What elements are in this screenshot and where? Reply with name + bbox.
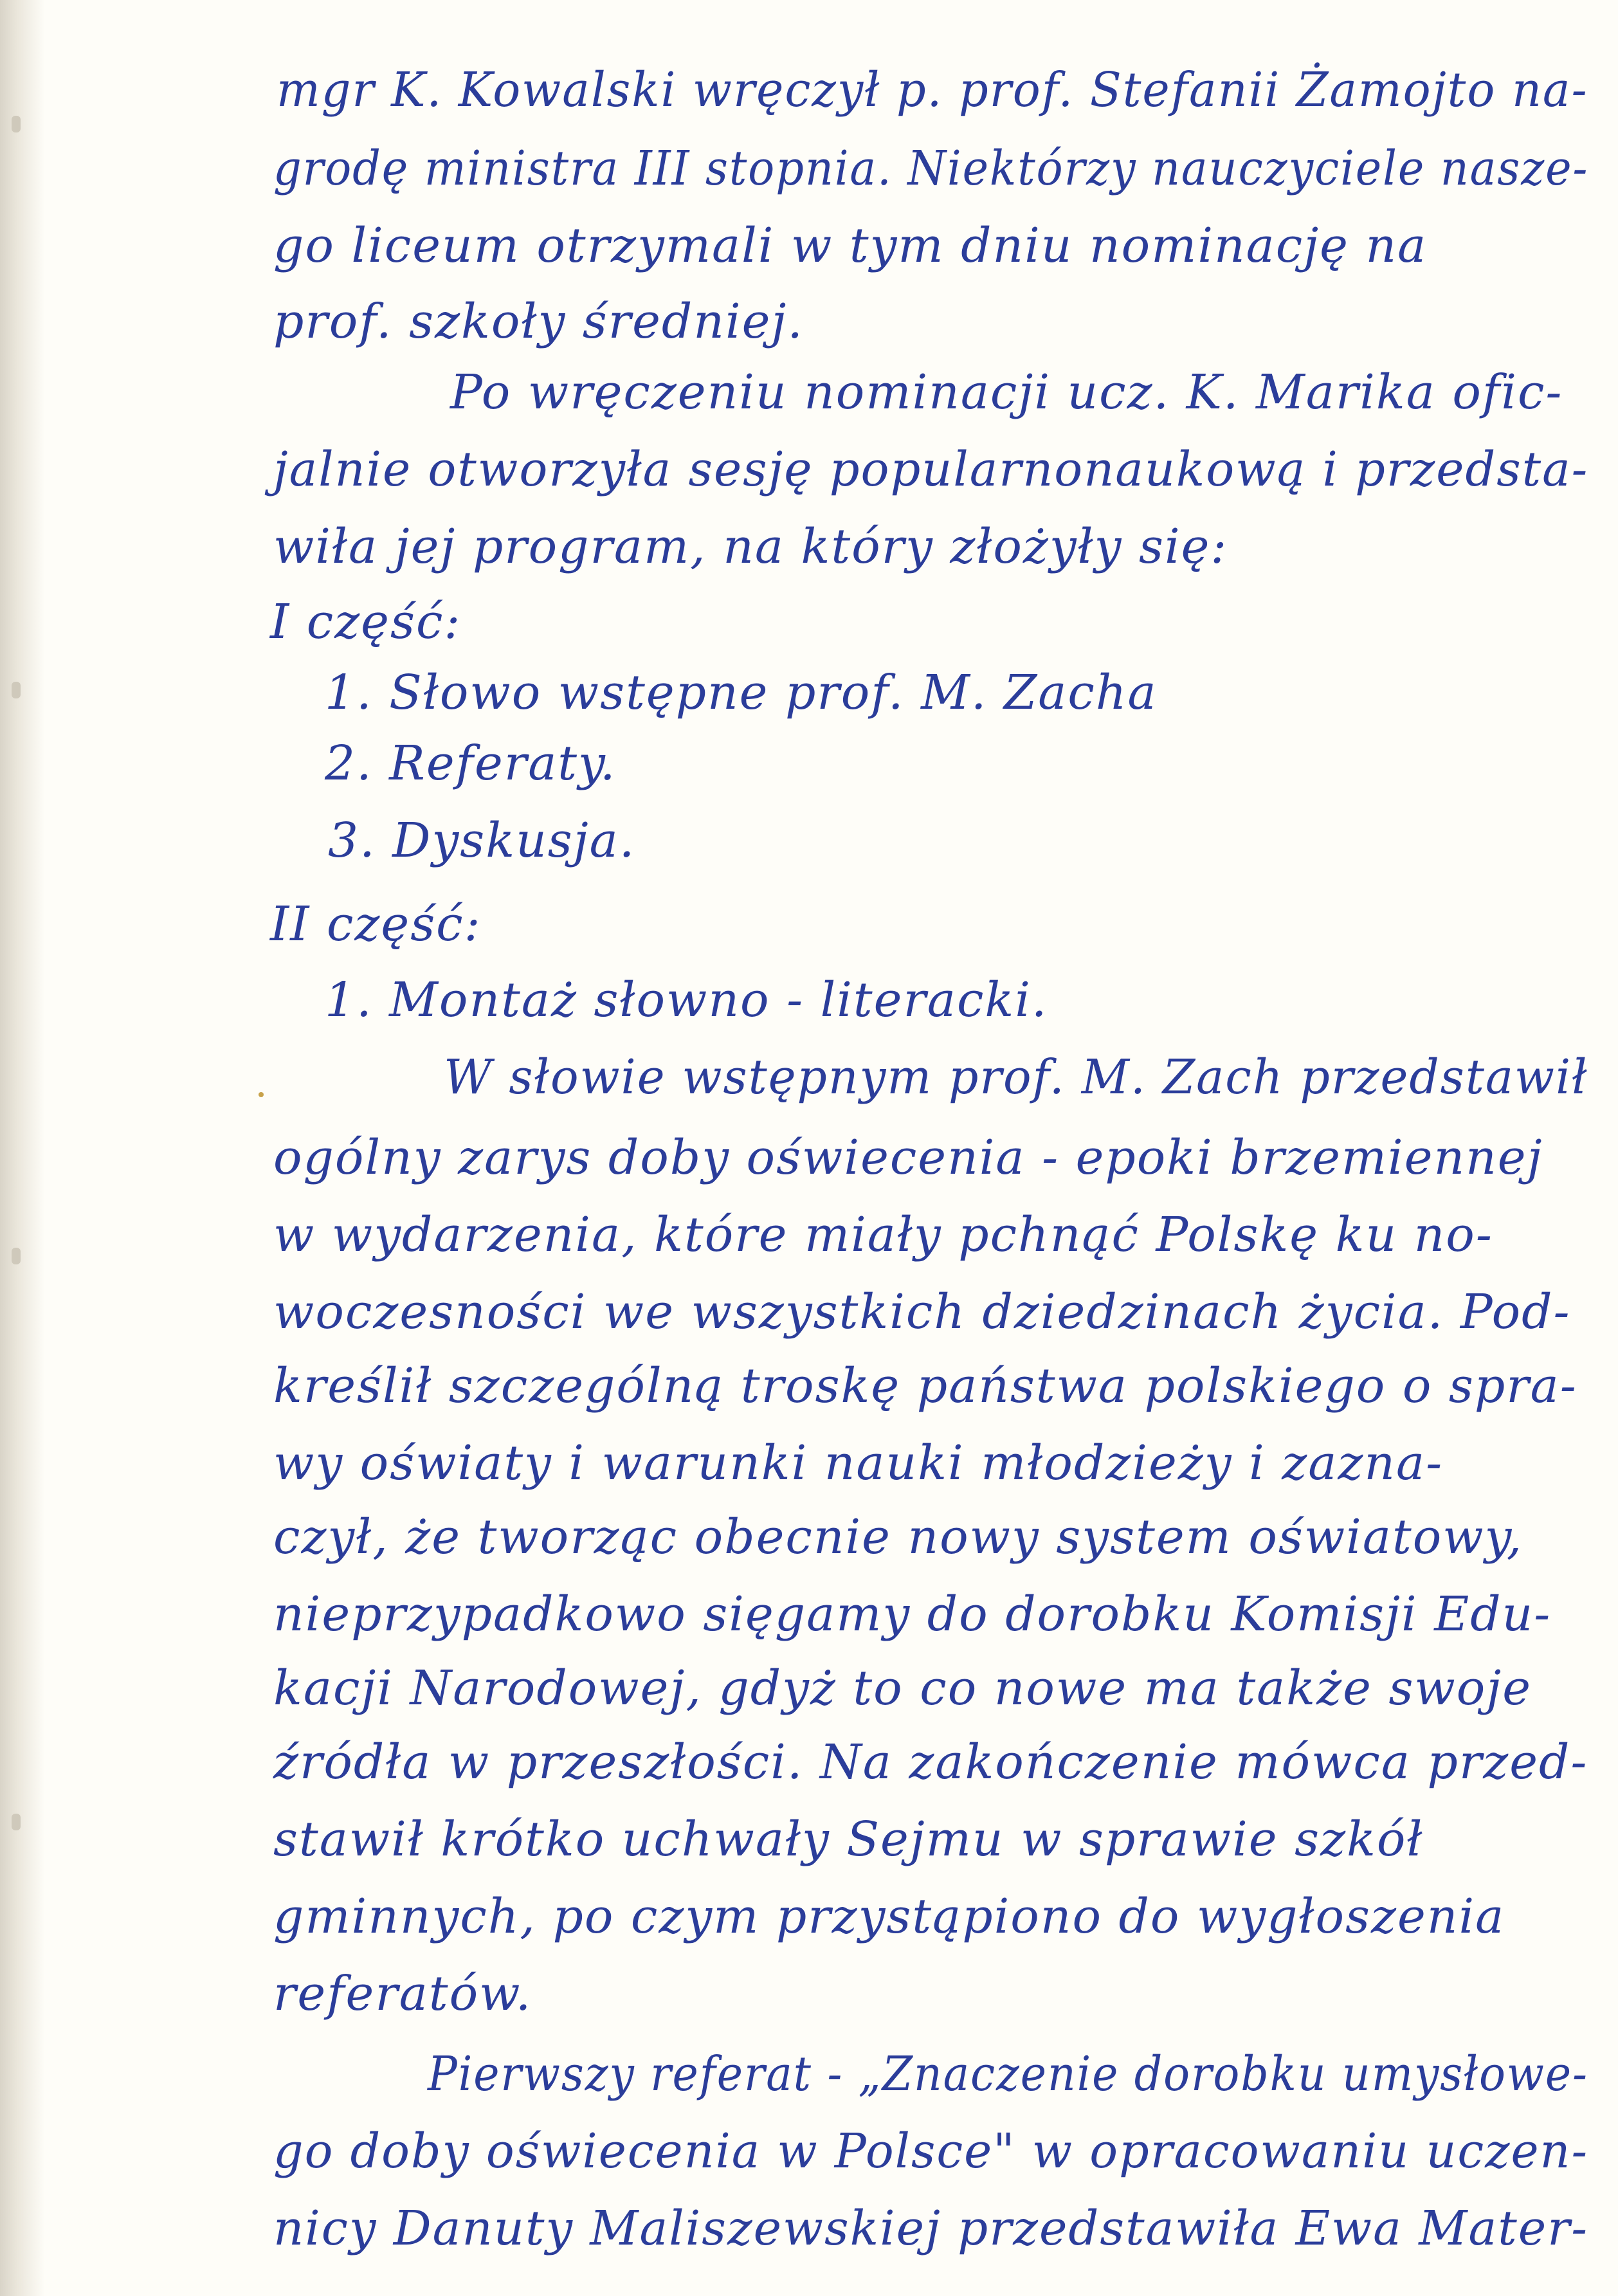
- text-line: II część:: [270, 897, 482, 952]
- text-line: nicy Danuty Maliszewskiej przedstawiła Ewa Mater-: [273, 2201, 1589, 2256]
- text-line: wiła jej program, na który złożyły się:: [273, 519, 1228, 574]
- text-line: jalnie otworzyła sesję popularnonaukową i przedsta-: [273, 442, 1589, 497]
- text-line: nieprzypadkowo sięgamy do dorobku Komisji Edu-: [273, 1587, 1552, 1642]
- text-line: w wydarzenia, które miały pchnąć Polskę ku no-: [273, 1207, 1493, 1262]
- text-line: W słowie wstępnym prof. M. Zach przedstawił: [444, 1050, 1588, 1105]
- text-line: ogólny zarys doby oświecenia - epoki brzemiennej: [273, 1130, 1543, 1185]
- text-line: I część:: [270, 594, 462, 650]
- text-line: kreślił szczególną troskę państwa polskiego o spra-: [273, 1358, 1577, 1414]
- text-line: 1. Montaż słowno - literacki.: [325, 972, 1048, 1028]
- text-line: 3. Dyskusja.: [328, 813, 636, 868]
- text-line: gminnych, po czym przystąpiono do wygłoszenia: [273, 1889, 1505, 1944]
- text-line: wy oświaty i warunki nauki młodzieży i zazna-: [273, 1435, 1444, 1491]
- text-line: źródła w przeszłości. Na zakończenie mówca przed-: [273, 1735, 1588, 1790]
- text-line: kacji Narodowej, gdyż to co nowe ma także swoje: [273, 1661, 1532, 1716]
- text-line: mgr K. Kowalski wręczył p. prof. Stefanii Żamojto na-: [277, 62, 1588, 118]
- text-line: referatów.: [273, 1966, 532, 2021]
- text-line: 2. Referaty.: [325, 736, 617, 791]
- text-line: 1. Słowo wstępne prof. M. Zacha: [325, 665, 1158, 720]
- text-line: grodę ministra III stopnia. Niektórzy nauczyciele nasze-: [273, 141, 1589, 196]
- text-line: stawił krótko uchwały Sejmu w sprawie szkół: [273, 1812, 1424, 1867]
- text-line: Po wręczeniu nominacji ucz. K. Marika ofic-: [450, 365, 1563, 420]
- text-line: go doby oświecenia w Polsce" w opracowaniu uczen-: [273, 2124, 1589, 2179]
- text-line: go liceum otrzymali w tym dniu nominację na: [273, 218, 1428, 273]
- text-line: woczesności we wszystkich dziedzinach życia. Pod-: [273, 1284, 1571, 1340]
- text-line: Pierwszy referat - „Znaczenie dorobku umysłowe-: [428, 2046, 1588, 2102]
- text-line: prof. szkoły średniej.: [273, 294, 804, 349]
- text-line: czył, że tworząc obecnie nowy system oświatowy,: [273, 1509, 1523, 1565]
